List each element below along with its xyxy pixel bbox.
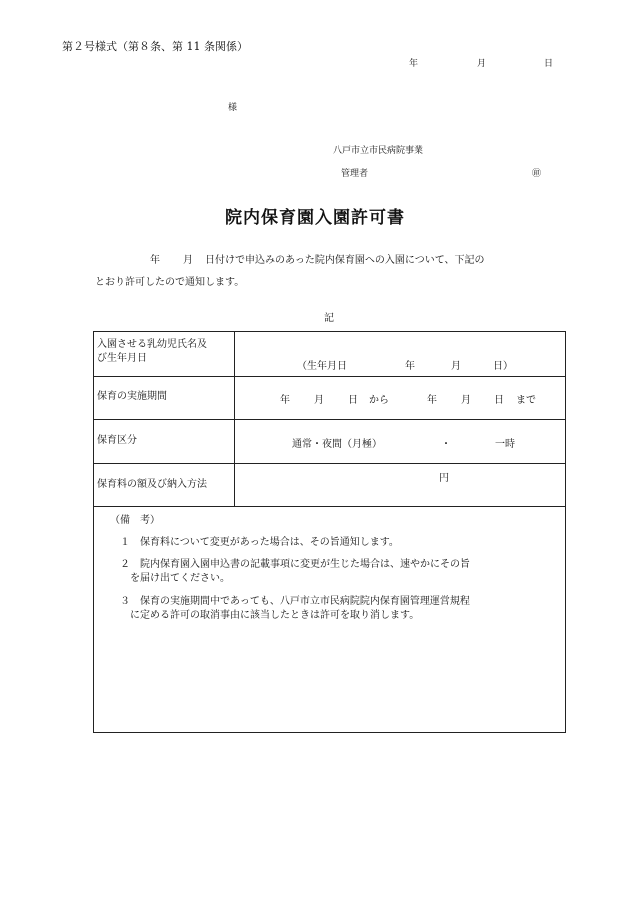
- period-value: [235, 377, 566, 420]
- header-year: 年: [409, 59, 419, 69]
- table-row-remarks: [94, 507, 566, 733]
- fee-yen: 円: [439, 473, 449, 484]
- category-label: 保育区分: [94, 420, 235, 464]
- seal-mark: ㊞: [532, 169, 542, 179]
- fee-value: [235, 464, 566, 507]
- period-year1: 年: [280, 395, 290, 406]
- document-title: 院内保育園入園許可書: [225, 208, 405, 228]
- birth-day: 日）: [493, 361, 513, 372]
- period-from: から: [369, 395, 389, 406]
- manager-title: 管理者: [341, 169, 369, 179]
- category-value: [235, 420, 566, 464]
- fee-label: 保育料の額及び納入方法: [94, 464, 235, 507]
- category-dot: ・: [441, 439, 451, 450]
- permit-table: [93, 331, 566, 733]
- child-name-label: 入園させる乳幼児氏名及 び生年月日: [94, 332, 235, 377]
- remarks-heading: （備 考）: [110, 515, 160, 526]
- ki-heading: 記: [324, 313, 334, 324]
- recipient-suffix: 様: [228, 103, 238, 113]
- period-day1: 日: [348, 395, 358, 406]
- body-line2: とおり許可したので通知します。: [95, 277, 245, 288]
- period-month2: 月: [461, 395, 471, 406]
- child-name-value: [235, 332, 566, 377]
- table-row-fee: [94, 464, 566, 507]
- remarks-cell: [94, 507, 566, 733]
- body-month: 月: [183, 255, 193, 266]
- period-year2: 年: [427, 395, 437, 406]
- period-month1: 月: [314, 395, 324, 406]
- form-number: 第２号様式（第８条、第 11 条関係）: [62, 40, 248, 53]
- birth-month: 月: [451, 361, 461, 372]
- body-line1: 日付けで申込みのあった院内保育園への入園について、下記の: [205, 255, 485, 266]
- category-options: 通常・夜間（月極）: [292, 439, 382, 450]
- header-month: 月: [477, 59, 487, 69]
- table-row-category: [94, 420, 566, 464]
- table-row-period: [94, 377, 566, 420]
- period-label: 保育の実施期間: [94, 377, 235, 420]
- remark-item: １ 保育料について変更があった場合は、その旨通知します。: [120, 537, 399, 548]
- body-year: 年: [150, 255, 160, 266]
- period-day2: 日: [494, 395, 504, 406]
- category-temporary: 一時: [495, 439, 515, 450]
- birth-label: （生年月日: [297, 361, 347, 372]
- issuer: 八戸市立市民病院事業: [333, 146, 424, 156]
- table-row-child: [94, 332, 566, 377]
- header-day: 日: [544, 59, 554, 69]
- remark-item: ２ 院内保育園入園申込書の記載事項に変更が生じた場合は、速やかにその旨 を届け出てください。: [120, 559, 470, 584]
- birth-year: 年: [405, 361, 415, 372]
- remark-item: ３ 保育の実施期間中であっても、八戸市立市民病院院内保育園管理運営規程 に定める許可の取消事由に該当したときは許可を取り消します。: [120, 596, 470, 621]
- period-until: まで: [516, 395, 536, 406]
